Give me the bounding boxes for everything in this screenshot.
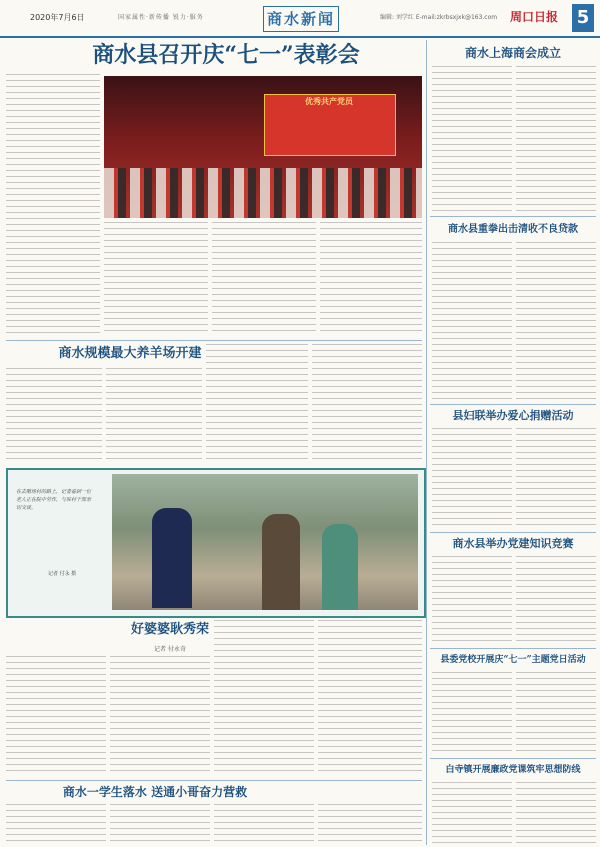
- person-woman: [322, 524, 358, 610]
- womens-fed-body-2: [516, 428, 596, 528]
- baisi-body-1: [432, 782, 512, 844]
- lead-article-body: [6, 74, 100, 338]
- photo-banner: 优秀共产党员: [305, 97, 353, 106]
- page-number: 5: [572, 4, 594, 32]
- good-mil-body-1: [6, 656, 106, 776]
- party-school-body-1: [432, 672, 512, 756]
- header-rule: [0, 36, 600, 38]
- person-cadre: [152, 508, 192, 608]
- separator: [430, 648, 596, 649]
- article-title-good-mother-in-law: 好婆婆耿秀荣: [130, 622, 209, 637]
- person-villager: [262, 514, 300, 610]
- article-title-rescue: 商水一学生落水 送通小哥奋力营救: [62, 785, 248, 799]
- article-title-party-quiz: 商水县举办党建知识竞赛: [452, 537, 574, 550]
- good-mil-body-3: [214, 620, 314, 776]
- photo-caption: 在去鹅场村的路上，记者看到一位老人正在院中劳作，与驻村干部亲切交谈。: [16, 489, 92, 511]
- lead-body-col2: [104, 222, 208, 336]
- issue-date: 2020年7月6日: [30, 13, 85, 22]
- article-title-womens-federation: 县妇联举办爱心捐赠活动: [452, 409, 574, 422]
- party-quiz-body-2: [516, 556, 596, 646]
- womens-fed-body-1: [432, 428, 512, 528]
- rescue-body-1: [6, 804, 106, 844]
- separator: [430, 758, 596, 759]
- header-tags: 国家属性·新传播 锐力·服务: [118, 14, 204, 21]
- sheep-farm-body-3: [206, 344, 308, 464]
- newspaper-logo: 周口日报: [510, 10, 559, 24]
- column-name: 商水新闻: [263, 6, 339, 32]
- honorees-row: [104, 168, 422, 218]
- party-quiz-body-1: [432, 556, 512, 646]
- rescue-body-4: [318, 804, 422, 844]
- rescue-body-2: [110, 804, 210, 844]
- article-title-bad-loans: 商水县重拳出击清收不良贷款: [448, 224, 578, 235]
- ceremony-photo: [104, 76, 422, 218]
- sheep-farm-body-2: [106, 368, 202, 464]
- separator: [430, 532, 596, 533]
- bad-loans-body-2: [516, 242, 596, 402]
- lead-body-col4: [320, 222, 422, 336]
- article-title-shanghai-chamber: 商水上海商会成立: [464, 46, 561, 60]
- lead-body-col3: [212, 222, 316, 336]
- article-title-sheep-farm: 商水规模最大养羊场开建: [58, 346, 202, 361]
- shanghai-body-2: [516, 66, 596, 212]
- separator: [430, 404, 596, 405]
- village-photo: [112, 474, 418, 610]
- article-title-baisi-town: 白寺镇开展廉政党课筑牢思想防线: [445, 765, 581, 775]
- good-mil-body-4: [318, 620, 422, 776]
- photo-credit: 记者 付永 摄: [48, 571, 77, 577]
- separator: [430, 216, 596, 217]
- column-separator: [426, 40, 427, 845]
- page-header: [0, 0, 600, 40]
- baisi-body-2: [516, 782, 596, 844]
- separator: [6, 340, 422, 341]
- shanghai-body-1: [432, 66, 512, 212]
- sheep-farm-body-1: [6, 368, 102, 464]
- rescue-body-3: [214, 804, 314, 844]
- article-title-party-school: 县委党校开展庆“七一”主题党日活动: [440, 655, 586, 665]
- bad-loans-body-1: [432, 242, 512, 402]
- party-school-body-2: [516, 672, 596, 756]
- sheep-farm-body-4: [312, 344, 422, 464]
- separator: [6, 780, 422, 781]
- editor-info: 编辑: 刘学红 E-mail:zkrbsxjxk@163.com: [380, 14, 498, 21]
- main-headline: 商水县召开庆“七一”表彰会: [92, 42, 360, 68]
- byline: 记者 付永奇: [154, 646, 186, 653]
- feature-photo-box: [6, 468, 426, 618]
- good-mil-body-2: [110, 656, 210, 776]
